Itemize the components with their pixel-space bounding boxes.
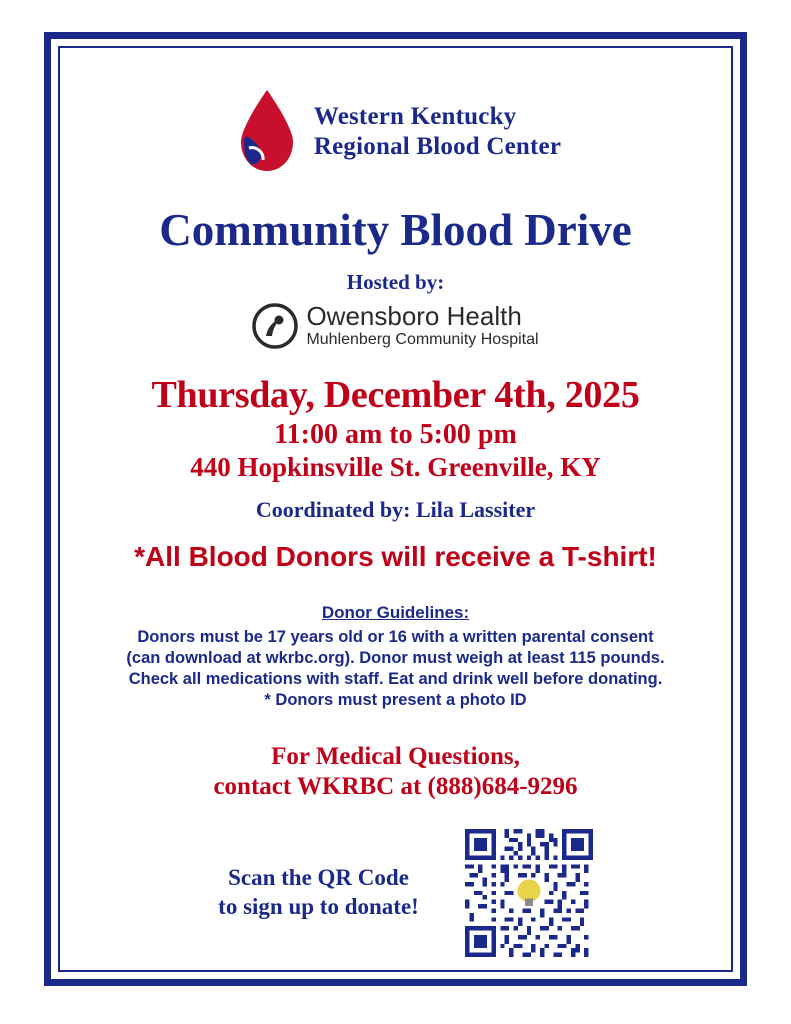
event-time: 11:00 am to 5:00 pm bbox=[274, 419, 517, 451]
guidelines-line-3: Check all medications with staff. Eat and drink well before donating. bbox=[128, 670, 663, 689]
event-date: Thursday, December 4th, 2025 bbox=[151, 374, 640, 417]
event-coordinator: Coordinated by: Lila Lassiter bbox=[255, 497, 536, 523]
medical-line-1: For Medical Questions, bbox=[271, 742, 520, 770]
logo-line-1: Western Kentucky bbox=[313, 102, 517, 130]
host-name: Owensboro Health bbox=[306, 301, 522, 331]
guidelines-line-4: * Donors must present a photo ID bbox=[264, 691, 527, 710]
flyer-content bbox=[68, 56, 723, 962]
medical-line-2: contact WKRBC at (888)684-9296 bbox=[213, 773, 578, 801]
incentive-text: *All Blood Donors will receive a T-shirt! bbox=[134, 541, 657, 573]
logo-line-2: Regional Blood Center bbox=[313, 133, 562, 160]
qr-section bbox=[68, 829, 723, 957]
host-subname: Muhlenberg Community Hospital bbox=[306, 331, 539, 349]
blood-center-logo-text bbox=[314, 102, 561, 163]
qr-caption bbox=[199, 864, 439, 922]
blood-center-logo bbox=[68, 86, 723, 178]
guidelines-title: Donor Guidelines: bbox=[321, 603, 470, 623]
host-logo bbox=[68, 303, 723, 349]
hosted-by-label: Hosted by: bbox=[346, 270, 445, 294]
qr-caption-line-1: Scan the QR Code bbox=[228, 864, 409, 890]
guidelines-line-1: Donors must be 17 years old or 16 with a written parental consent bbox=[137, 628, 654, 647]
qr-caption-line-2: to sign up to donate! bbox=[218, 893, 419, 919]
guidelines-line-2: (can download at wkrbc.org). Donor must weigh at least 115 pounds. bbox=[126, 649, 665, 668]
medical-questions bbox=[68, 742, 723, 803]
page-title: Community Blood Drive bbox=[159, 205, 632, 255]
qr-code-icon[interactable] bbox=[465, 829, 593, 957]
owensboro-health-mark-icon bbox=[252, 303, 298, 349]
host-logo-text bbox=[306, 303, 538, 349]
blood-drop-icon bbox=[230, 86, 304, 178]
event-address: 440 Hopkinsville St. Greenville, KY bbox=[190, 452, 601, 483]
guidelines-body bbox=[68, 627, 723, 711]
